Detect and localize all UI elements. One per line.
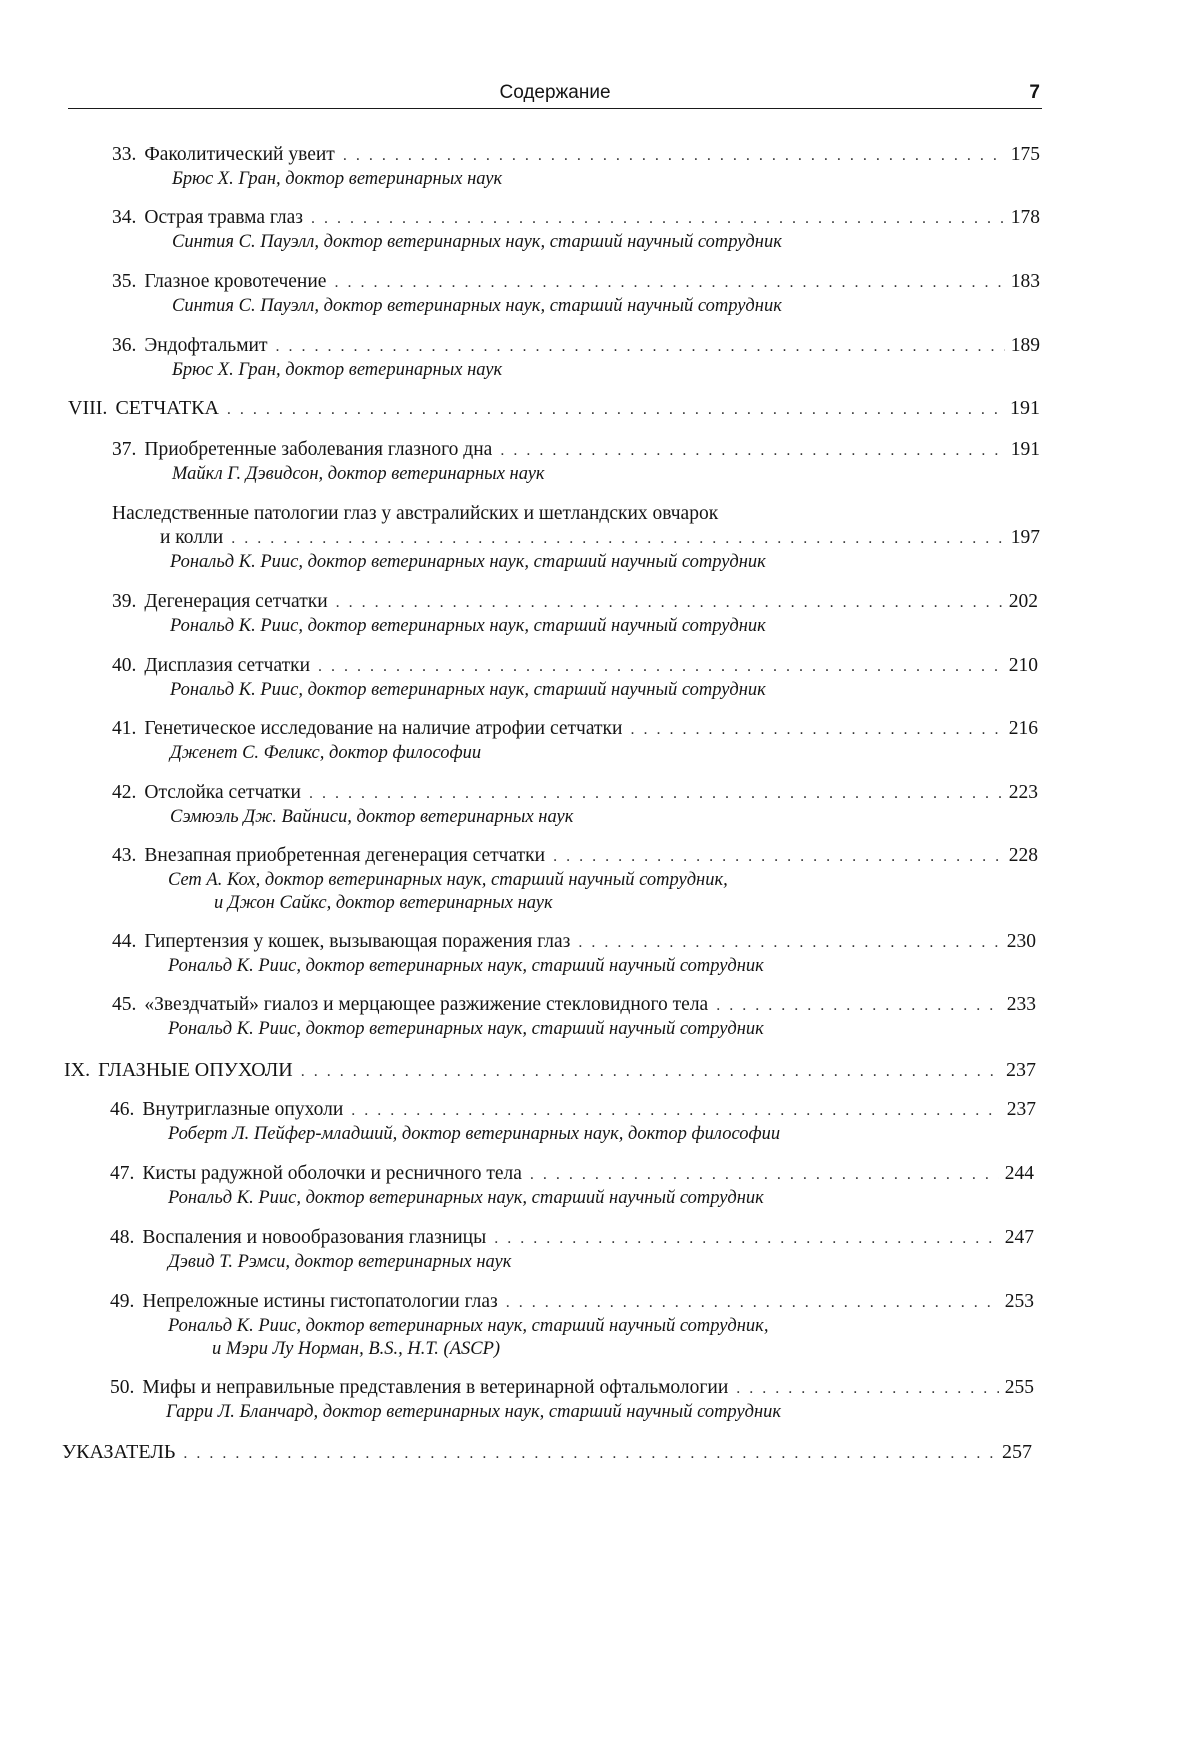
chapter-number: 36. <box>112 335 137 356</box>
chapter-line <box>112 438 1040 463</box>
chapter-number: 44. <box>112 931 137 952</box>
dot-leader <box>578 931 1000 955</box>
chapter-title: Дегенерация сетчатки <box>144 591 328 612</box>
toc-section-entry[interactable] <box>62 1440 1032 1466</box>
page-reference: 191 <box>1010 439 1040 460</box>
dot-leader <box>318 655 1003 679</box>
chapter-author: Рональд К. Риис, доктор ветеринарных наук, старший научный сотрудник <box>170 616 766 636</box>
section-number: VIII. <box>68 397 108 419</box>
chapter-number: 39. <box>112 591 137 612</box>
dot-leader <box>343 144 1005 168</box>
toc-chapter-entry[interactable] <box>112 930 1036 978</box>
chapter-line <box>112 781 1038 806</box>
page-reference: 244 <box>1004 1163 1034 1184</box>
chapter-author: Брюс Х. Гран, доктор ветеринарных наук <box>172 360 503 380</box>
page-reference: 253 <box>1004 1291 1034 1312</box>
section-title: УКАЗАТЕЛЬ <box>62 1441 176 1463</box>
toc-chapter-entry[interactable] <box>112 438 1040 486</box>
page-reference: 237 <box>1006 1059 1036 1081</box>
dot-leader <box>231 527 1005 551</box>
chapter-number: 47. <box>110 1163 135 1184</box>
chapter-author: Рональд К. Риис, доктор ветеринарных наук, старший научный сотрудник <box>168 1188 764 1208</box>
chapter-title: «Звездчатый» гиалоз и мерцающее разжижение стекловидного тела <box>144 994 709 1015</box>
chapter-line <box>112 143 1040 168</box>
chapter-line <box>110 1290 1034 1315</box>
chapter-title-line: Наследственные патологии глаз у австралийских и шетландских овчарок <box>112 503 719 524</box>
chapter-line <box>110 1162 1034 1187</box>
chapter-title: и колли <box>160 527 224 548</box>
chapter-author: Сет А. Кох, доктор ветеринарных наук, старший научный сотрудник, <box>168 870 728 890</box>
chapter-author: и Джон Сайкс, доктор ветеринарных наук <box>214 893 553 913</box>
page-reference: 202 <box>1008 591 1038 612</box>
toc-chapter-entry[interactable] <box>110 1290 1034 1361</box>
chapter-author: Дженет С. Феликс, доктор философии <box>170 743 482 763</box>
page-reference: 247 <box>1004 1227 1034 1248</box>
dot-leader <box>334 271 1004 295</box>
page-reference: 183 <box>1010 271 1040 292</box>
toc-chapter-entry[interactable] <box>110 1162 1034 1210</box>
chapter-title: Дисплазия сетчатки <box>144 655 311 676</box>
dot-leader <box>301 1060 1000 1084</box>
chapter-number: 48. <box>110 1227 135 1248</box>
chapter-number: 35. <box>112 271 137 292</box>
chapter-title: Эндофтальмит <box>144 335 268 356</box>
dot-leader <box>553 845 1003 869</box>
page-reference: 230 <box>1006 931 1036 952</box>
chapter-line <box>112 654 1038 679</box>
chapter-author: Брюс Х. Гран, доктор ветеринарных наук <box>172 169 503 189</box>
chapter-title: Кисты радужной оболочки и ресничного тела <box>142 1163 522 1184</box>
dot-leader <box>227 398 1004 422</box>
section-title: ГЛАЗНЫЕ ОПУХОЛИ <box>98 1059 293 1081</box>
chapter-title: Отслойка сетчатки <box>144 782 301 803</box>
section-line <box>62 1440 1032 1466</box>
running-title: Содержание <box>499 82 611 103</box>
chapter-line <box>112 334 1040 359</box>
dot-leader <box>630 718 1002 742</box>
chapter-author: Сэмюэль Дж. Вайниси, доктор ветеринарных наук <box>170 807 574 827</box>
page-reference: 197 <box>1010 527 1040 548</box>
dot-leader <box>276 335 1005 359</box>
chapter-author: Рональд К. Риис, доктор ветеринарных наук, старший научный сотрудник, <box>168 1316 769 1336</box>
toc-chapter-entry[interactable] <box>112 334 1040 382</box>
chapter-number: 50. <box>110 1377 135 1398</box>
toc-section-entry[interactable] <box>68 396 1040 422</box>
dot-leader <box>311 207 1005 231</box>
chapter-author: Синтия С. Пауэлл, доктор ветеринарных наук, старший научный сотрудник <box>172 232 782 252</box>
chapter-title: Приобретенные заболевания глазного дна <box>144 439 493 460</box>
dot-leader <box>530 1163 999 1187</box>
chapter-author: Рональд К. Риис, доктор ветеринарных наук, старший научный сотрудник <box>168 1019 764 1039</box>
toc-chapter-entry[interactable] <box>110 1226 1034 1274</box>
chapter-title: Генетическое исследование на наличие атрофии сетчатки <box>144 718 623 739</box>
chapter-title: Острая травма глаз <box>144 207 303 228</box>
dot-leader <box>309 782 1003 806</box>
chapter-number: 45. <box>112 994 137 1015</box>
chapter-number: 43. <box>112 845 137 866</box>
chapter-line <box>110 1226 1034 1251</box>
dot-leader <box>716 994 1001 1018</box>
chapter-title: Непреложные истины гистопатологии глаз <box>142 1291 498 1312</box>
page-reference: 175 <box>1010 144 1040 165</box>
toc-chapter-entry[interactable] <box>112 844 1038 915</box>
chapter-author: Синтия С. Пауэлл, доктор ветеринарных наук, старший научный сотрудник <box>172 296 782 316</box>
toc-chapter-entry[interactable] <box>112 206 1040 254</box>
chapter-title: Гипертензия у кошек, вызывающая поражения глаз <box>144 931 571 952</box>
page-reference: 178 <box>1010 207 1040 228</box>
page-reference: 255 <box>1004 1377 1034 1398</box>
section-title: СЕТЧАТКА <box>115 397 219 419</box>
chapter-author: Гарри Л. Бланчард, доктор ветеринарных наук, старший научный сотрудник <box>166 1402 782 1422</box>
chapter-number: 40. <box>112 655 137 676</box>
chapter-line <box>112 270 1040 295</box>
toc-chapter-entry[interactable] <box>110 1098 1036 1146</box>
chapter-number: 46. <box>110 1099 135 1120</box>
chapter-author: и Мэри Лу Норман, B.S., H.T. (ASCP) <box>212 1339 501 1359</box>
chapter-line <box>112 206 1040 231</box>
chapter-line <box>112 930 1036 955</box>
toc-chapter-entry[interactable] <box>112 590 1038 638</box>
running-header <box>68 82 1042 109</box>
chapter-number: 34. <box>112 207 137 228</box>
chapter-author: Роберт Л. Пейфер-младший, доктор ветеринарных наук, доктор философии <box>168 1124 781 1144</box>
dot-leader <box>736 1377 998 1401</box>
page-reference: 233 <box>1006 994 1036 1015</box>
page-reference: 228 <box>1008 845 1038 866</box>
chapter-author: Дэвид Т. Рэмси, доктор ветеринарных наук <box>168 1252 512 1272</box>
chapter-title: Воспаления и новообразования глазницы <box>142 1227 487 1248</box>
chapter-title: Внутриглазные опухоли <box>142 1099 344 1120</box>
page-reference: 189 <box>1010 335 1040 356</box>
toc-chapter-entry[interactable] <box>112 654 1038 702</box>
page-reference: 237 <box>1006 1099 1036 1120</box>
toc-section-entry[interactable] <box>64 1058 1036 1084</box>
chapter-number: 42. <box>112 782 137 803</box>
chapter-line <box>112 717 1038 742</box>
page-number: 7 <box>1029 82 1040 103</box>
chapter-line <box>112 993 1036 1018</box>
page-reference: 257 <box>1002 1441 1032 1463</box>
toc-chapter-entry[interactable] <box>112 781 1038 829</box>
chapter-number: 33. <box>112 144 137 165</box>
chapter-title: Глазное кровотечение <box>144 271 327 292</box>
section-line <box>68 396 1040 422</box>
chapter-number: 49. <box>110 1291 135 1312</box>
chapter-title: Мифы и неправильные представления в ветеринарной офтальмологии <box>142 1377 729 1398</box>
section-number: IX. <box>64 1059 91 1081</box>
chapter-line <box>112 844 1038 869</box>
chapter-line <box>110 1098 1036 1123</box>
chapter-title: Внезапная приобретенная дегенерация сетчатки <box>144 845 546 866</box>
toc-chapter-entry[interactable] <box>112 717 1038 765</box>
dot-leader <box>494 1227 999 1251</box>
chapter-number: 41. <box>112 718 137 739</box>
toc-chapter-entry[interactable] <box>112 502 1040 574</box>
page-reference: 191 <box>1010 397 1040 419</box>
toc-chapter-entry[interactable] <box>112 993 1036 1041</box>
toc-chapter-entry[interactable] <box>112 143 1040 191</box>
dot-leader <box>336 591 1003 615</box>
chapter-number: 37. <box>112 439 137 460</box>
chapter-author: Рональд К. Риис, доктор ветеринарных наук, старший научный сотрудник <box>168 956 764 976</box>
chapter-author: Рональд К. Риис, доктор ветеринарных наук, старший научный сотрудник <box>170 680 766 700</box>
chapter-author: Рональд К. Риис, доктор ветеринарных наук, старший научный сотрудник <box>170 552 766 572</box>
section-line <box>64 1058 1036 1084</box>
page-reference: 210 <box>1008 655 1038 676</box>
dot-leader <box>500 439 1004 463</box>
page-reference: 223 <box>1008 782 1038 803</box>
dot-leader <box>506 1291 999 1315</box>
chapter-line <box>112 590 1038 615</box>
toc-chapter-entry[interactable] <box>110 1376 1034 1424</box>
toc-chapter-entry[interactable] <box>112 270 1040 318</box>
dot-leader <box>351 1099 1000 1123</box>
dot-leader <box>183 1442 996 1466</box>
chapter-title-continuation <box>160 526 1040 551</box>
chapter-line <box>110 1376 1034 1401</box>
chapter-title: Факолитический увеит <box>144 144 335 165</box>
chapter-author: Майкл Г. Дэвидсон, доктор ветеринарных наук <box>172 464 545 484</box>
page-reference: 216 <box>1008 718 1038 739</box>
